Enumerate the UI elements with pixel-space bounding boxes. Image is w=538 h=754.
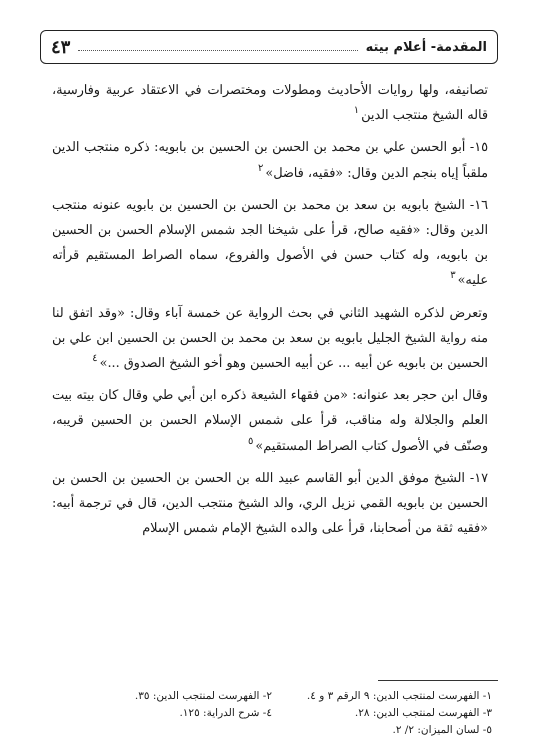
footnote: ١- الفهرست لمنتجب الدين: ٩ الرقم ٣ و ٤. bbox=[306, 690, 492, 702]
footnote-marker: ٥ bbox=[248, 435, 254, 447]
footnote-row bbox=[52, 688, 492, 705]
footnote-row bbox=[52, 705, 492, 722]
paragraph-text: وقال ابن حجر بعد عنوانه: «من فقهاء الشيعة ذكره ابن أبي طي وقال كان بيته بيت العلم والجلالة وله مناقب، قرأ على شمس الإسلام الحسن بن الحسين قريبه، وصنّف في الأصول كتاب الصراط المستقيم» bbox=[52, 388, 488, 454]
body-text bbox=[52, 78, 488, 547]
footnote-separator bbox=[378, 680, 498, 681]
footnote-row bbox=[52, 722, 492, 739]
paragraph bbox=[52, 78, 488, 129]
header-dotted-leader bbox=[78, 50, 357, 51]
footnote: ٣- الفهرست لمنتجب الدين: ٢٨. bbox=[354, 707, 492, 719]
paragraph bbox=[52, 383, 488, 460]
footnote-marker: ٣ bbox=[450, 270, 456, 282]
page-number: ٤٣ bbox=[51, 36, 71, 58]
paragraph-text: تصانيفه، ولها روايات الأحاديث ومطولات ومختصرات في الاعتقاد عربية وفارسية، قاله الشيخ منتجب الدين bbox=[52, 83, 488, 124]
paragraph bbox=[52, 301, 488, 378]
running-header bbox=[40, 30, 498, 64]
paragraph bbox=[52, 135, 488, 186]
footnote: ٢- الفهرست لمنتجب الدين: ٣٥. bbox=[134, 690, 272, 702]
paragraph-text: وتعرض لذكره الشهيد الثاني في بحث الرواية عن خمسة آباء وقال: «وقد اتفق لنا منه رواية الشيخ الجليل بابويه بن سعد بن محمد بن الحسن بن الحسين ابن علي بن الحسين بن بابويه عن أبيه ... عن أبيه الحسين وهو أخو الشيخ الصدوق ...» bbox=[52, 305, 488, 372]
header-title: المقدمة- أعلام بيته bbox=[365, 39, 487, 55]
paragraph-text: ١٥- أبو الحسن علي بن محمد بن الحسن بن الحسين بن بابويه: ذكره منتجب الدين ملقباً إياه بنجم الدين وقال: «فقيه، فاضل» bbox=[52, 140, 488, 181]
paragraph bbox=[52, 466, 488, 542]
footnote-marker: ١ bbox=[353, 105, 360, 117]
paragraph-text: ١٧- الشيخ موفق الدين أبو القاسم عبيد الله بن الحسن بن الحسين بن الحسن بن الحسين بن بابويه القمي نزيل الري، والد الشيخ منتجب الدين، قال في ترجمة أبيه: «فقيه ثقة من أصحابنا، قرأ على والده الشيخ الإمام شمس الإسلام bbox=[52, 470, 488, 537]
footnote: ٥- لسان الميزان: ٢/ ٢. bbox=[392, 724, 492, 736]
footnote-marker: ٤ bbox=[92, 353, 98, 365]
footnotes bbox=[52, 688, 492, 739]
footnote-marker: ٢ bbox=[258, 162, 264, 174]
paragraph bbox=[52, 193, 488, 295]
footnote: ٤- شرح الدراية: ١٢٥. bbox=[179, 707, 272, 719]
paragraph-text: ١٦- الشيخ بابويه بن سعد بن محمد بن الحسن بن الحسين بن بابويه عنونه منتجب الدين وقال: «فقيه صالح، قرأ على شيخنا الجد شمس الإسلام الحسن بن الحسين بن بابويه، وله كتاب حسن في الأصول والفروع، سماه الصراط المستقيم قرأته عليه» bbox=[52, 197, 489, 289]
